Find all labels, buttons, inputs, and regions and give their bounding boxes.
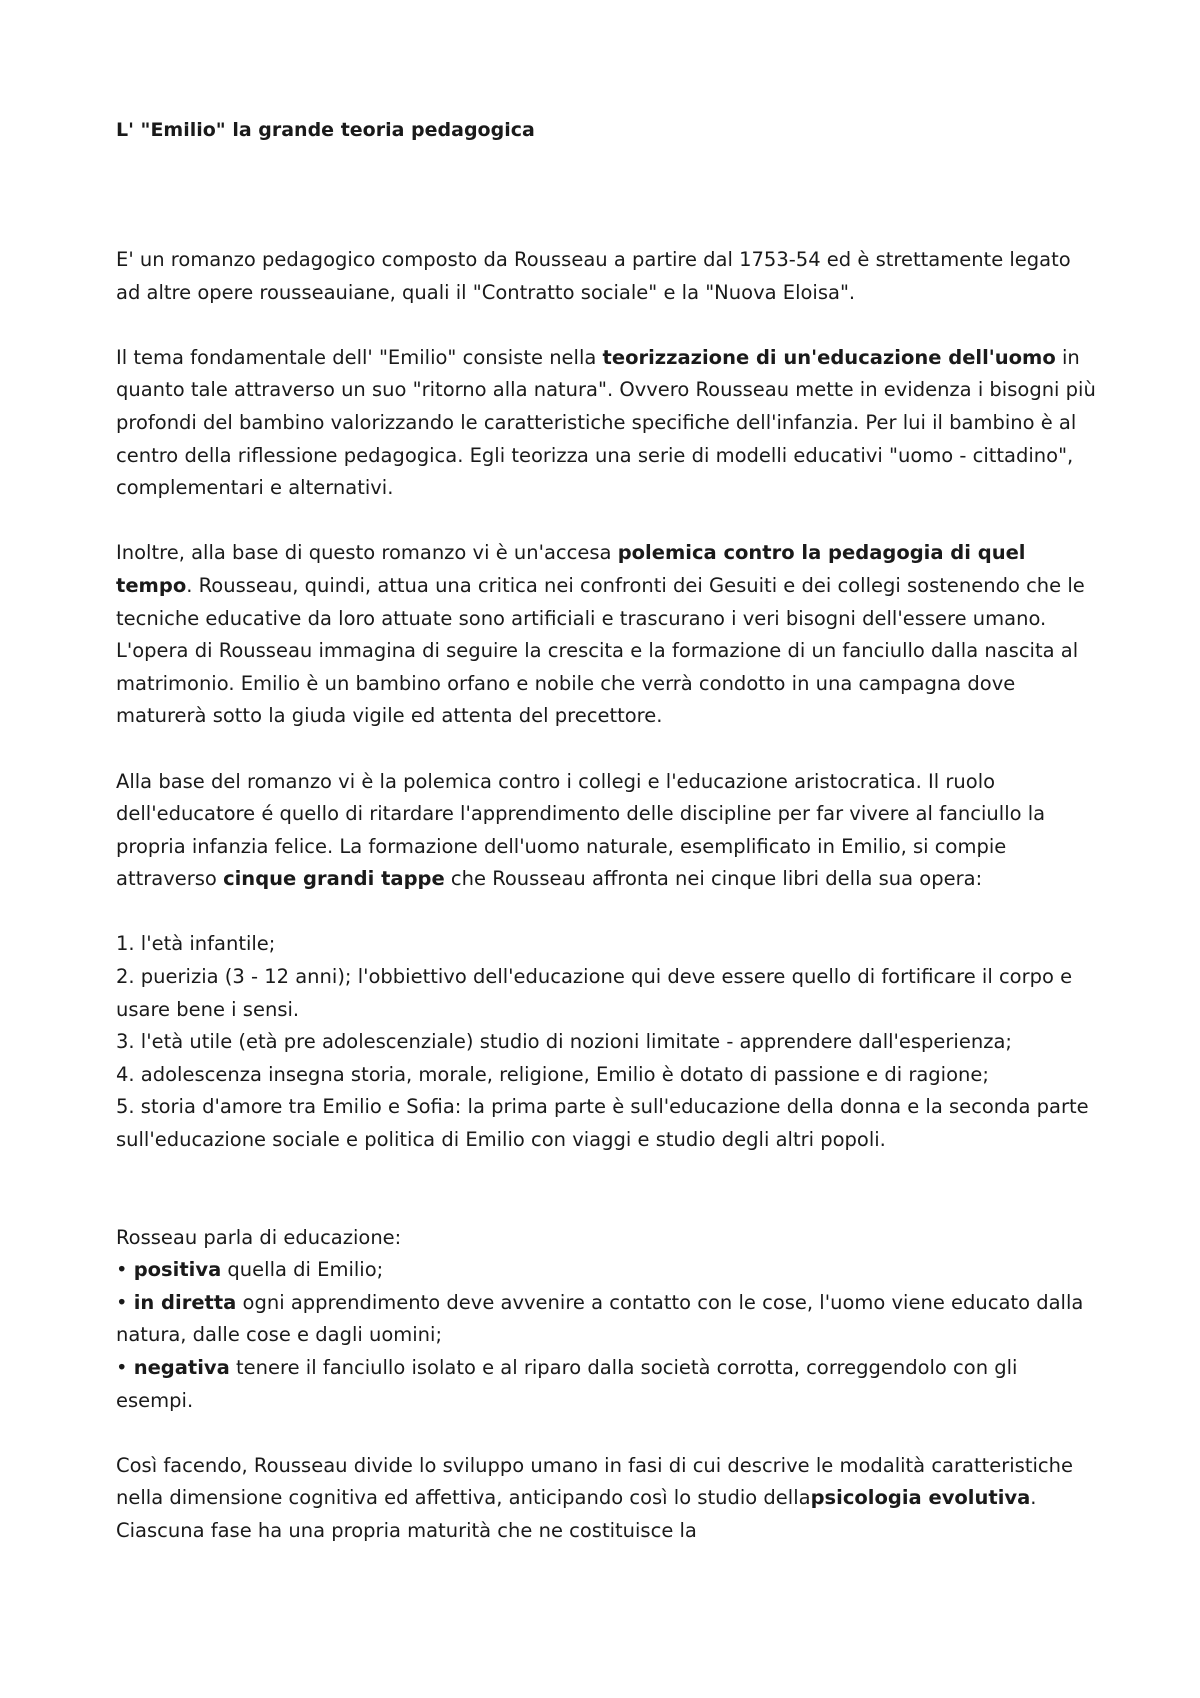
education-item: • positiva quella di Emilio; [116, 1258, 384, 1282]
stage-item: 4. adolescenza insegna storia, morale, religione, Emilio è dotato di passione e di ragione; [116, 1062, 989, 1086]
bold-phrase: cinque grandi tappe [223, 867, 445, 891]
paragraph-conclusion: Così facendo, Rousseau divide lo sviluppo umano in fasi di cui descrive le modalità caratteristiche nella dimensione cognitiva ed affettiva, anticipando così lo studio dellapsicologia evolutiva. Ciascuna fase ha una propria maturità che ne costituisce la [116, 1453, 1073, 1542]
education-item: • negativa tenere il fanciullo isolato e al riparo dalla società corrotta, correggendolo con gli esempi. [116, 1356, 1018, 1412]
bold-phrase: positiva [133, 1258, 222, 1282]
education-intro: Rosseau parla di educazione: [116, 1225, 402, 1249]
bullet-icon: • [116, 1356, 134, 1379]
stage-item: 5. storia d'amore tra Emilio e Sofia: la prima parte è sull'educazione della donna e la seconda parte sull'educazione sociale e politica di Emilio con viaggi e studio degli altri popoli. [116, 1095, 1089, 1152]
paragraph-polemic: Inoltre, alla base di questo romanzo vi è un'accesa polemica contro la pedagogia di quel tempo. Rousseau, quindi, attua una critica nei confronti dei Gesuiti e dei collegi sostenendo che le tecniche educative da loro attuate sono artificiali e trascurano i veri bisogni dell'essere umano. [116, 541, 1085, 630]
bold-phrase: polemica contro la pedagogia di quel tempo [116, 541, 1026, 597]
bold-phrase: in diretta [133, 1290, 237, 1314]
stage-item: 2. puerizia (3 - 12 anni); l'obbiettivo dell'educazione qui deve essere quello di fortificare il corpo e usare bene i sensi. [116, 965, 1073, 1021]
bullet-icon: • [116, 1290, 134, 1314]
bold-phrase: negativa [133, 1356, 230, 1379]
paragraph-stages-intro: Alla base del romanzo vi è la polemica contro i collegi e l'educazione aristocratica. Il ruolo dell'educatore é quello di ritardare l'apprendimento delle discipline per far vivere al fanciullo la propria infanzia felice. La formazione dell'uomo naturale, esemplificato in Emilio, si compie attraverso cinque grandi tappe che Rousseau affronta nei cinque libri della sua opera: [116, 769, 1046, 891]
document-title: L' "Emilio" la grande teoria pedagogica [116, 119, 535, 141]
bullet-icon: • [116, 1258, 134, 1282]
bold-phrase: psicologia evolutiva [810, 1486, 1031, 1510]
document-body [116, 244, 1096, 1548]
bold-phrase: teorizzazione di un'educazione dell'uomo [602, 345, 1056, 369]
education-item: • in diretta ogni apprendimento deve avvenire a contatto con le cose, l'uomo viene educato dalla natura, dalle cose e dagli uomini; [116, 1290, 1084, 1347]
paragraph-story: L'opera di Rousseau immagina di seguire la crescita e la formazione di un fanciullo dalla nascita al matrimonio. Emilio è un bambino orfano e nobile che verrà condotto in una campagna dove maturerà sotto la giuda vigile ed attenta del precettore. [116, 639, 1079, 728]
stage-item: 1. l'età infantile; [116, 932, 276, 956]
paragraph-intro: E' un romanzo pedagogico composto da Rousseau a partire dal 1753-54 ed è strettamente legato ad altre opere rousseauiane, quali il "Contratto sociale" e la "Nuova Eloisa". [116, 248, 1071, 304]
paragraph-theme: Il tema fondamentale dell' "Emilio" consiste nella teorizzazione di un'educazione dell'uomo in quanto tale attraverso un suo "ritorno alla natura". Ovvero Rousseau mette in evidenza i bisogni più profondi del bambino valorizzando le caratteristiche specifiche dell'infanzia. Per lui il bambino è al centro della riflessione pedagogica. Egli teorizza una serie di modelli educativi "uomo - cittadino", complementari e alternativi. [116, 345, 1096, 500]
stage-item: 3. l'età utile (età pre adolescenziale) studio di nozioni limitate - apprendere dall'esperienza; [116, 1030, 1012, 1054]
